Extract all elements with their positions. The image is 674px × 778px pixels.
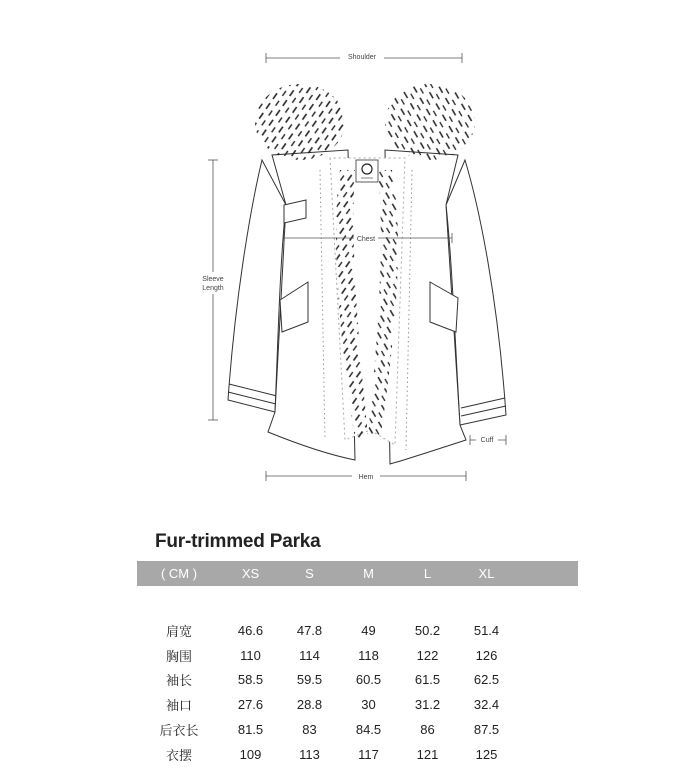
table-cell: 50.2	[414, 622, 441, 638]
hem-row	[137, 742, 578, 767]
shoulder-row	[137, 618, 578, 643]
hem-label: Hem	[358, 474, 374, 481]
header-size-xs: XS	[241, 566, 260, 581]
table-cell: 46.6	[237, 622, 264, 638]
table-cell: 118	[358, 647, 379, 663]
size-chart-table	[137, 561, 578, 767]
table-cell: 121	[416, 746, 439, 762]
header-size-s: S	[305, 566, 314, 581]
table-cell: 113	[299, 746, 320, 762]
header-size-xl: XL	[478, 566, 495, 581]
row-label: 肩宽	[165, 624, 192, 640]
row-label: 袖长	[165, 674, 192, 690]
row-label: 袖口	[165, 699, 192, 715]
table-cell: 49	[361, 622, 376, 638]
parka-measurement-diagram	[180, 40, 520, 500]
hem-dimension	[266, 470, 466, 482]
table-cell: 117	[358, 746, 379, 762]
header-unit: ( CM )	[160, 566, 198, 581]
table-cell: 27.6	[237, 697, 264, 713]
shoulder-dimension	[266, 51, 462, 63]
cuff-dimension	[470, 434, 506, 445]
table-cell: 58.5	[237, 672, 264, 688]
table-cell: 51.4	[473, 622, 500, 638]
row-label: 后衣长	[159, 724, 199, 740]
row-label: 胸围	[165, 649, 192, 665]
product-title: Fur-trimmed Parka	[155, 531, 321, 552]
table-cell: 84.5	[355, 722, 382, 738]
table-body	[137, 586, 578, 767]
table-cell: 61.5	[414, 672, 441, 688]
table-cell: 62.5	[473, 672, 500, 688]
table-cell: 109	[239, 746, 262, 762]
sleeve-label-line1: Sleeve	[202, 276, 224, 283]
parka-body	[228, 150, 506, 464]
table-cell: 47.8	[296, 622, 323, 638]
table-cell: 60.5	[355, 672, 382, 688]
cuff-label: Cuff	[480, 437, 494, 444]
sleeve-length-row	[137, 668, 578, 693]
brand-tag-icon	[356, 160, 378, 182]
table-cell: 30	[361, 697, 376, 713]
table-cell: 114	[299, 647, 320, 663]
table-cell: 32.4	[473, 697, 500, 713]
table-cell: 87.5	[473, 722, 500, 738]
cuff-row	[137, 692, 578, 717]
sleeve-label-line2: Length	[202, 285, 224, 292]
sleeve-length-dimension	[198, 160, 228, 420]
table-cell: 81.5	[237, 722, 264, 738]
shoulder-label: Shoulder	[347, 54, 377, 61]
chest-label: Chest	[356, 236, 376, 243]
table-cell: 31.2	[414, 697, 441, 713]
table-cell: 110	[240, 647, 261, 663]
back-length-row	[137, 717, 578, 742]
table-cell: 83	[302, 722, 317, 738]
table-cell: 28.8	[296, 697, 323, 713]
row-label: 衣摆	[165, 748, 192, 764]
table-cell: 86	[420, 722, 435, 738]
header-size-m: M	[363, 566, 374, 581]
parka-sketch	[180, 40, 520, 500]
table-cell: 126	[475, 647, 498, 663]
table-header	[137, 561, 578, 586]
table-cell: 122	[416, 647, 439, 663]
header-size-l: L	[423, 566, 432, 581]
table-cell: 59.5	[296, 672, 323, 688]
table-cell: 125	[475, 746, 498, 762]
chest-row	[137, 643, 578, 668]
